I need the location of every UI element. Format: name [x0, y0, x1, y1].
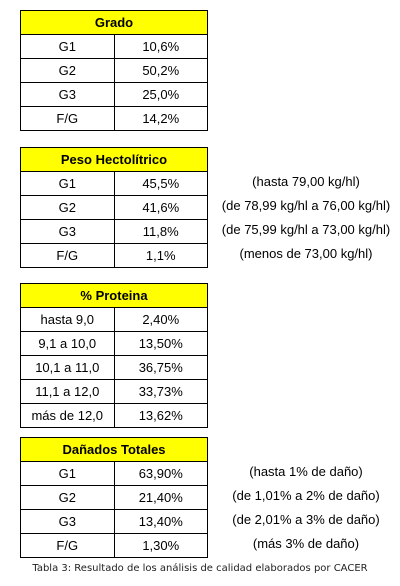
row-label: 9,1 a 10,0 — [21, 332, 115, 356]
range-note: (de 75,99 kg/hl a 73,00 kg/hl) — [221, 222, 391, 237]
row-label: G3 — [21, 510, 115, 534]
row-value: 50,2% — [114, 59, 208, 83]
range-note: (de 78,99 kg/hl a 76,00 kg/hl) — [221, 198, 391, 213]
row-value: 45,5% — [114, 172, 208, 196]
row-label: G1 — [21, 172, 115, 196]
table-row — [21, 59, 208, 83]
damage-note: (hasta 1% de daño) — [249, 464, 363, 479]
row-label: G2 — [21, 59, 115, 83]
row-value: 11,8% — [114, 220, 208, 244]
table-row — [21, 380, 208, 404]
row-value: 1,30% — [114, 534, 208, 558]
peso-title: Peso Hectolítrico — [21, 148, 208, 172]
table-row — [21, 534, 208, 558]
table-row — [21, 172, 208, 196]
row-value: 10,6% — [114, 35, 208, 59]
table-row — [21, 332, 208, 356]
row-label: G3 — [21, 83, 115, 107]
row-value: 33,73% — [114, 380, 208, 404]
row-label: G1 — [21, 462, 115, 486]
table-row — [21, 486, 208, 510]
table-row — [21, 83, 208, 107]
row-value: 41,6% — [114, 196, 208, 220]
table-row — [21, 35, 208, 59]
grado-title: Grado — [21, 11, 208, 35]
table-row — [21, 356, 208, 380]
table-row — [21, 220, 208, 244]
table-row — [21, 510, 208, 534]
proteina-table — [20, 283, 208, 428]
range-note: (menos de 73,00 kg/hl) — [239, 246, 373, 261]
damage-note: (de 1,01% a 2% de daño) — [232, 488, 380, 503]
table-row — [21, 107, 208, 131]
danados-table — [20, 437, 208, 558]
row-value: 36,75% — [114, 356, 208, 380]
row-label: G1 — [21, 35, 115, 59]
peso-table — [20, 147, 208, 268]
row-label: 11,1 a 12,0 — [21, 380, 115, 404]
grado-table — [20, 10, 208, 131]
row-label: hasta 9,0 — [21, 308, 115, 332]
row-value: 63,90% — [114, 462, 208, 486]
range-note: (hasta 79,00 kg/hl) — [252, 174, 360, 189]
row-label: F/G — [21, 107, 115, 131]
row-value: 2,40% — [114, 308, 208, 332]
peso-notes — [212, 170, 400, 266]
row-value: 13,50% — [114, 332, 208, 356]
danados-title: Dañados Totales — [21, 438, 208, 462]
row-label: 10,1 a 11,0 — [21, 356, 115, 380]
row-value: 14,2% — [114, 107, 208, 131]
damage-note: (más 3% de daño) — [252, 536, 360, 551]
table-row — [21, 308, 208, 332]
table-row — [21, 196, 208, 220]
damage-note: (de 2,01% a 3% de daño) — [232, 512, 380, 527]
table-row — [21, 462, 208, 486]
row-label: F/G — [21, 534, 115, 558]
row-label: G2 — [21, 486, 115, 510]
table-caption: Tabla 3: Resultado de los análisis de calidad elaborados por CACER — [32, 563, 368, 574]
row-label: G2 — [21, 196, 115, 220]
row-value: 21,40% — [114, 486, 208, 510]
row-value: 25,0% — [114, 83, 208, 107]
row-label: G3 — [21, 220, 115, 244]
row-value: 13,40% — [114, 510, 208, 534]
danados-notes — [212, 460, 400, 556]
row-label: F/G — [21, 244, 115, 268]
row-value: 13,62% — [114, 404, 208, 428]
table-row — [21, 404, 208, 428]
row-label: más de 12,0 — [21, 404, 115, 428]
proteina-title: % Proteina — [21, 284, 208, 308]
table-row — [21, 244, 208, 268]
row-value: 1,1% — [114, 244, 208, 268]
